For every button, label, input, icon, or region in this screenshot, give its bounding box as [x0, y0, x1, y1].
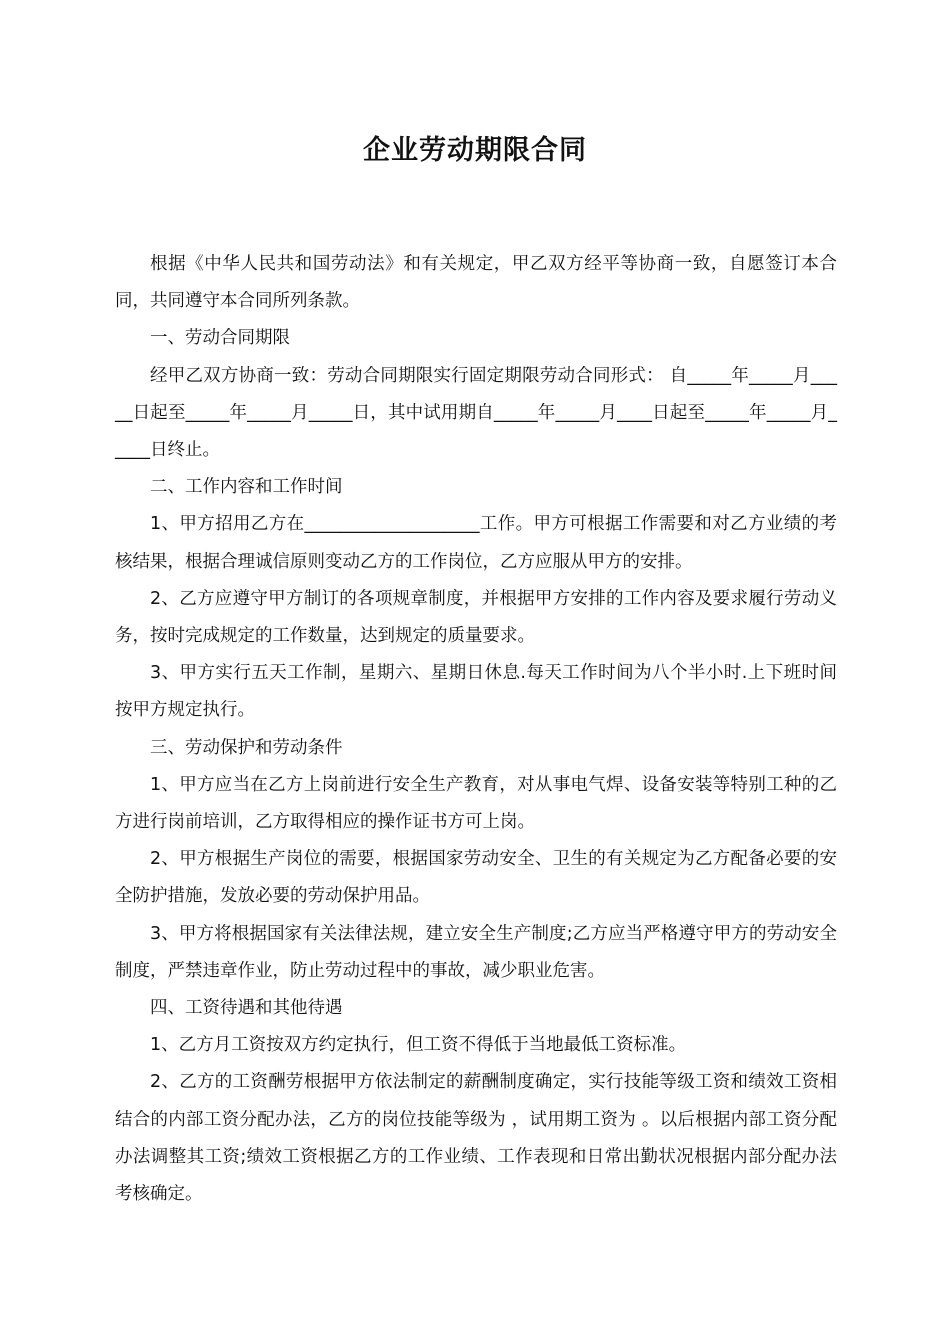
clause-paragraph: 3、甲方将根据国家有关法律法规，建立安全生产制度;乙方应当严格遵守甲方的劳动安全制度，严禁违章作业，防止劳动过程中的事故，减少职业危害。 — [115, 923, 837, 981]
clause-paragraph: 2、甲方根据生产岗位的需要，根据国家劳动安全、卫生的有关规定为乙方配备必要的安全防护措施，发放必要的劳动保护用品。 — [115, 849, 837, 907]
section-heading: 三、劳动保护和劳动条件 — [150, 737, 343, 758]
clause-paragraph: 1、甲方应当在乙方上岗前进行安全生产教育，对从事电气焊、设备安装等特别工种的乙方进行岗前培训，乙方取得相应的操作证书方可上岗。 — [115, 774, 837, 833]
section-heading: 四、工资待遇和其他待遇 — [150, 998, 343, 1019]
clause-paragraph: 1、乙方月工资按双方约定执行，但工资不得低于当地最低工资标准。 — [150, 1035, 687, 1056]
intro-paragraph: 根据《中华人民共和国劳动法》和有关规定，甲乙双方经平等协商一致，自愿签订本合同，共同遵守本合同所列条款。 — [115, 254, 837, 312]
clause-paragraph: 1、甲方招用乙方在____________________工作。甲方可根据工作需要和对乙方业绩的考核结果，根据合理诚信原则变动乙方的工作岗位，乙方应服从甲方的安排。 — [115, 514, 837, 572]
contract-term-paragraph: 经甲乙双方协商一致：劳动合同期限实行固定期限劳动合同形式： 自_____年_____月_____日起至_____年_____月_____日，其中试用期自_____年_____月____日起至_____年_____月_____日终止。 — [115, 365, 837, 461]
clause-paragraph: 2、乙方的工资酬劳根据甲方依法制定的薪酬制度确定，实行技能等级工资和绩效工资相结合的内部工资分配办法，乙方的岗位技能等级为 ，试用期工资为 。以后根据内部工资分配办法调整其工资;绩效工资根据乙方的工作业绩、工作表现和日常出勤状况根据内部分配办法考核确定。 — [115, 1072, 837, 1205]
clause-paragraph: 3、甲方实行五天工作制，星期六、星期日休息.每天工作时间为八个半小时.上下班时间按甲方规定执行。 — [115, 663, 837, 721]
document-body — [115, 246, 837, 1213]
document-title: 企业劳动期限合同 — [363, 135, 587, 166]
clause-paragraph: 2、乙方应遵守甲方制订的各项规章制度，并根据甲方安排的工作内容及要求履行劳动义务，按时完成规定的工作数量，达到规定的质量要求。 — [115, 588, 837, 647]
section-heading: 一、劳动合同期限 — [150, 328, 290, 349]
section-heading: 二、工作内容和工作时间 — [150, 477, 343, 498]
